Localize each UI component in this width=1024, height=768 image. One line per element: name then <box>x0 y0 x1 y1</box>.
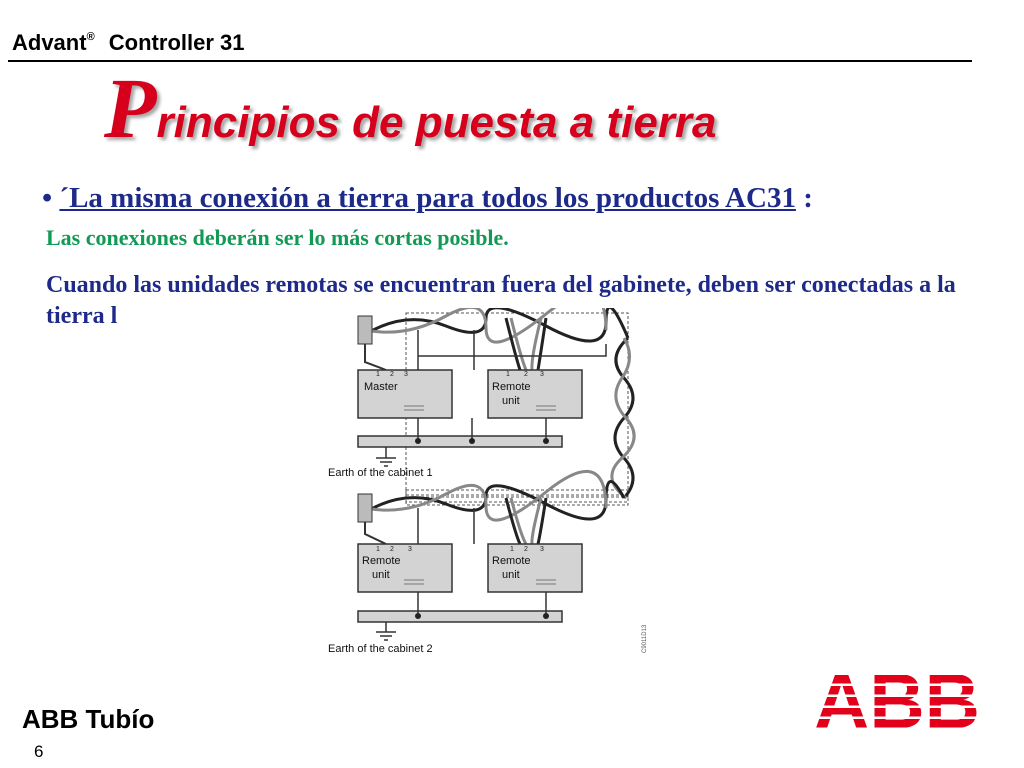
cabinet-2-earth-label: Earth of the cabinet 2 <box>328 643 433 655</box>
registered-mark: ® <box>86 30 95 43</box>
grounding-diagram <box>306 308 666 658</box>
bullet-text: ´La misma conexión a tierra para todos los productos AC31 <box>59 182 796 214</box>
c1-master-terminal-1: 1 <box>376 371 380 378</box>
figure-reference-code: C9011D13 <box>642 624 648 653</box>
abb-logo-text: ABB <box>814 664 980 734</box>
c2-left-label-2: unit <box>372 569 390 581</box>
title-initial: P <box>104 60 157 156</box>
title-rest: rincipios de puesta a tierra <box>156 98 717 147</box>
footer-company: ABB Tubío <box>22 704 155 734</box>
header-brand: Advant <box>12 30 87 55</box>
body-paragraph: Cuando las unidades remotas se encuentran fuera del gabinete, deben ser conectadas a la tierra l <box>46 272 956 329</box>
c1-master-terminal-2: 2 <box>390 371 394 378</box>
bullet-point <box>42 182 813 215</box>
subline-text: Las conexiones deberán ser lo más cortas posible. <box>46 225 509 250</box>
c1-remote-terminal-3: 3 <box>540 371 544 378</box>
bullet-symbol: • <box>42 182 53 214</box>
c1-remote-terminal-2: 2 <box>524 371 528 378</box>
c2-right-terminal-2: 2 <box>524 546 528 553</box>
c1-master-label: Master <box>364 381 398 393</box>
c2-right-terminal-3: 3 <box>540 546 544 553</box>
bullet-suffix: : <box>795 182 813 214</box>
c2-left-terminal-1: 1 <box>376 546 380 553</box>
c1-master-terminal-3: 3 <box>404 371 408 378</box>
abb-logo <box>812 664 982 734</box>
c1-remote-terminal-1: 1 <box>506 371 510 378</box>
c2-right-label-1: Remote <box>492 555 531 567</box>
page-number: 6 <box>34 742 44 761</box>
c2-left-terminal-3: 3 <box>408 546 412 553</box>
slide-title <box>104 60 717 156</box>
c2-right-terminal-1: 1 <box>510 546 514 553</box>
c2-left-label-1: Remote <box>362 555 401 567</box>
c1-remote-label-1: Remote <box>492 381 531 393</box>
c2-right-label-2: unit <box>502 569 520 581</box>
header-product-name <box>12 30 245 56</box>
c2-left-terminal-2: 2 <box>390 546 394 553</box>
cabinet-1-earth-label: Earth of the cabinet 1 <box>328 467 433 479</box>
header-product: Controller 31 <box>108 30 245 55</box>
c1-remote-label-2: unit <box>502 395 520 407</box>
